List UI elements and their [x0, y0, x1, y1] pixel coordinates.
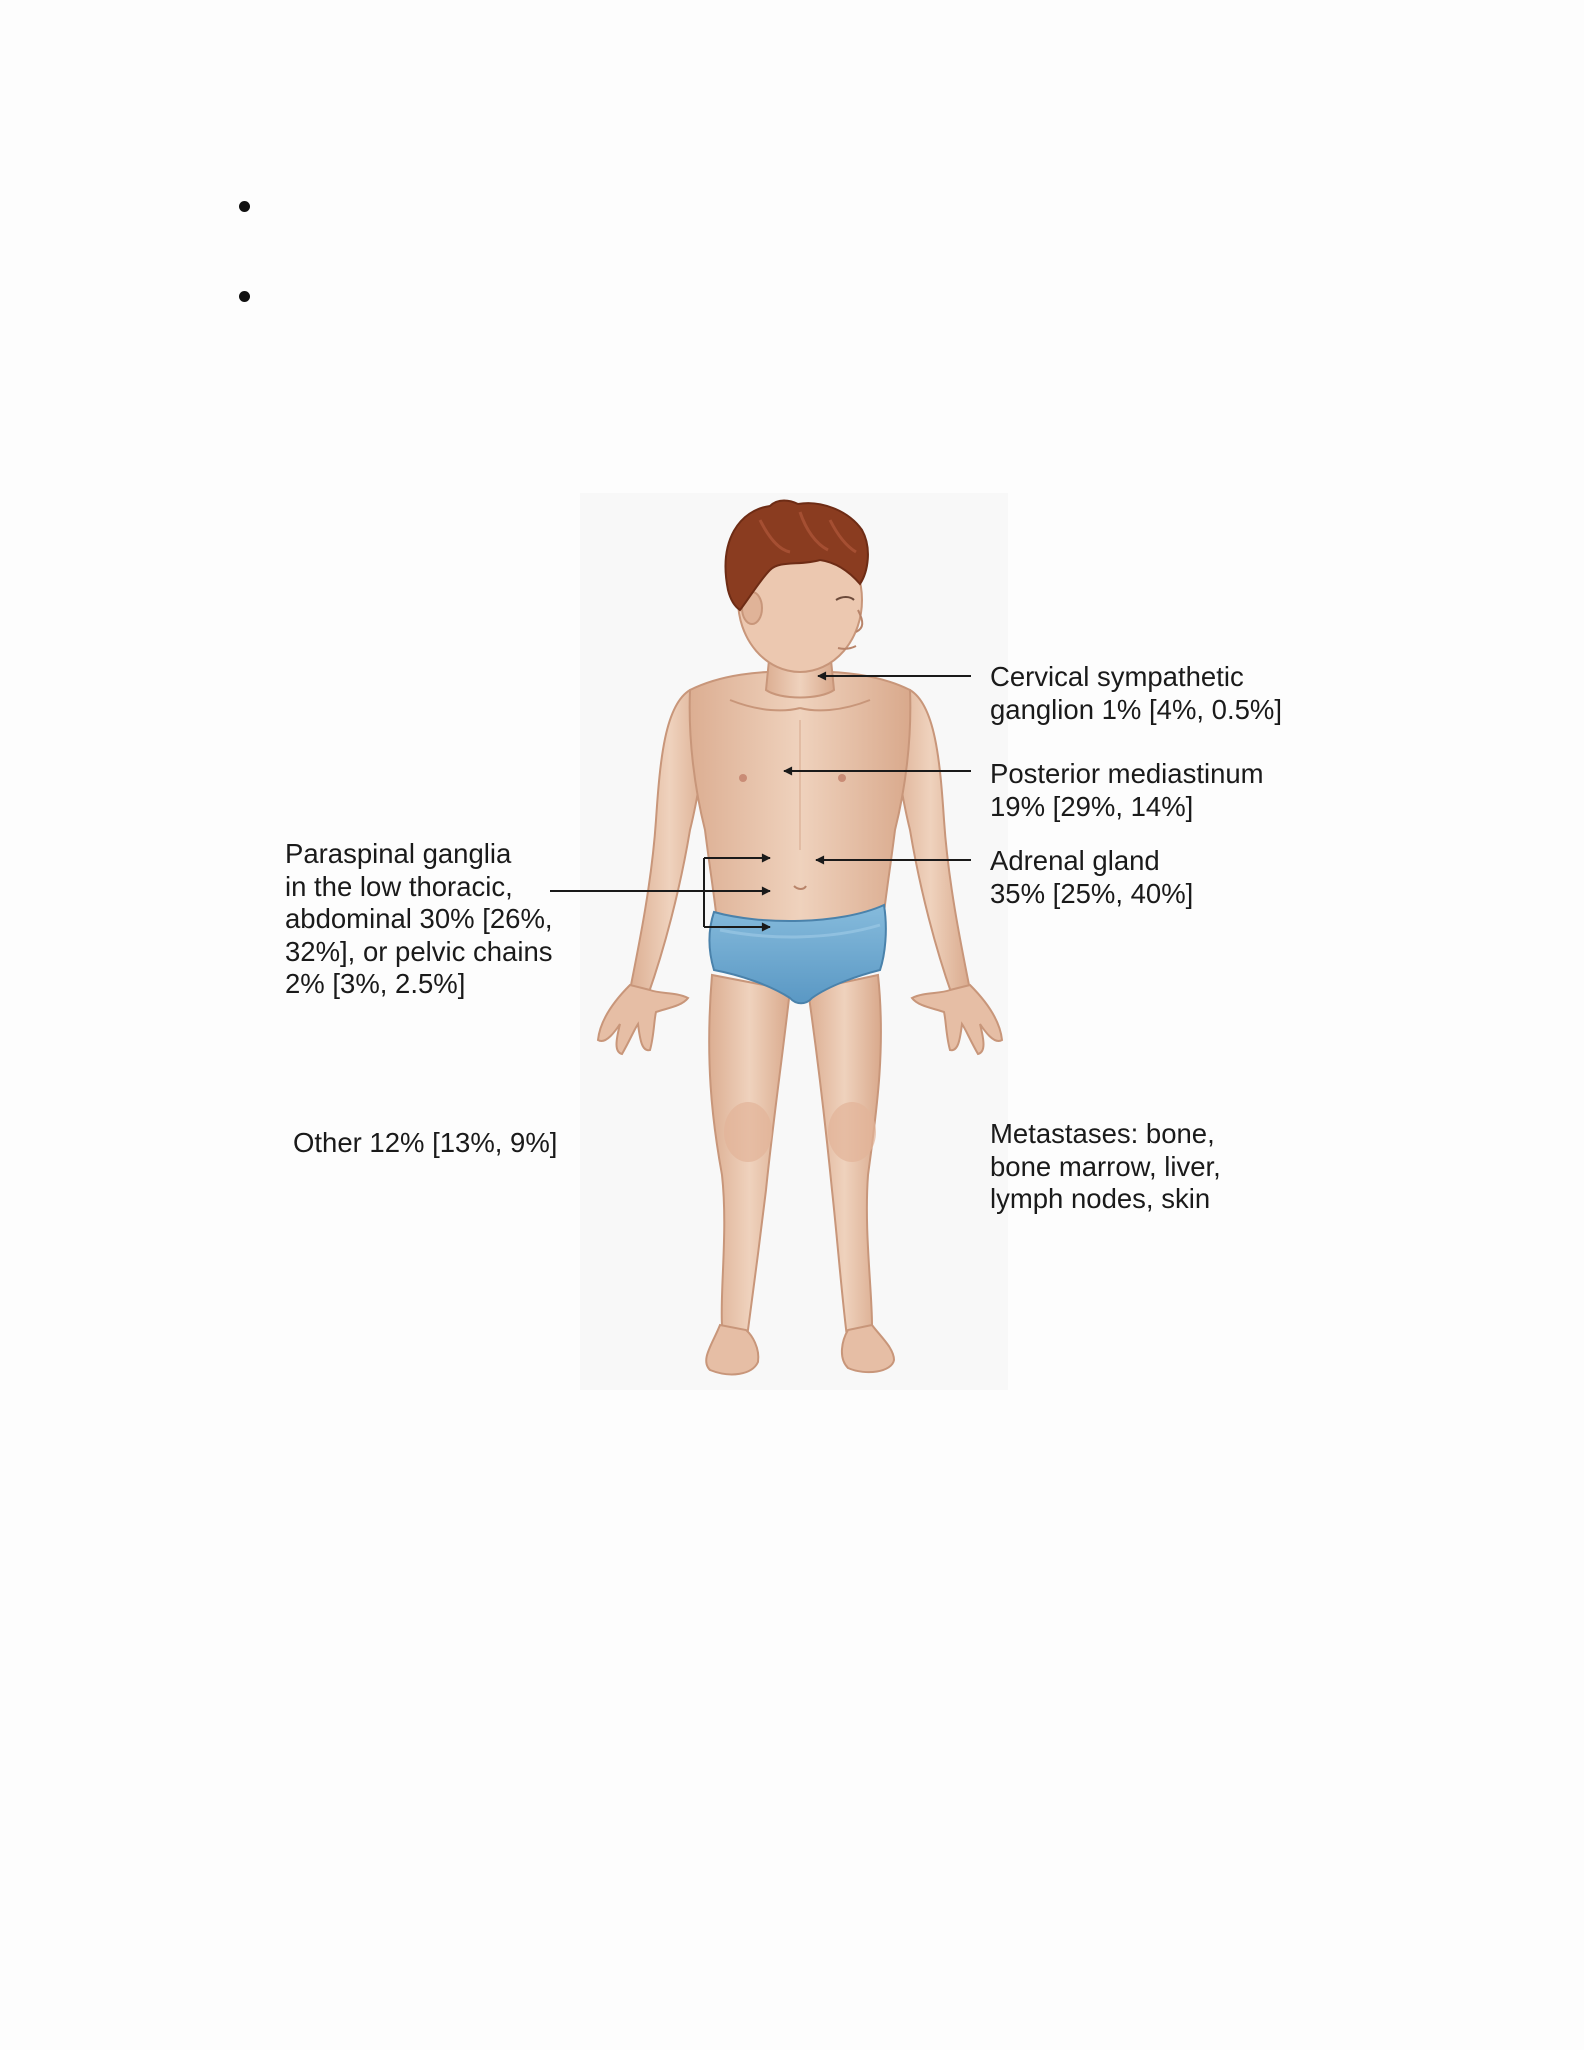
label-posterior-mediastinum: Posterior mediastinum 19% [29%, 14%]: [990, 758, 1264, 822]
label-other: Other 12% [13%, 9%]: [293, 1127, 558, 1158]
label-paraspinal-ganglia: Paraspinal ganglia in the low thoracic, abdominal 30% [26%, 32%], or pelvic chains 2% [3%, 2.5%]: [285, 838, 553, 999]
head: [726, 501, 868, 673]
label-cervical-sympathetic-ganglion: Cervical sympathetic ganglion 1% [4%, 0.5%]: [990, 661, 1282, 725]
legs: [706, 975, 894, 1374]
label-metastases: Metastases: bone, bone marrow, liver, lymph nodes, skin: [990, 1118, 1221, 1214]
label-adrenal-gland: Adrenal gland 35% [25%, 40%]: [990, 845, 1194, 909]
